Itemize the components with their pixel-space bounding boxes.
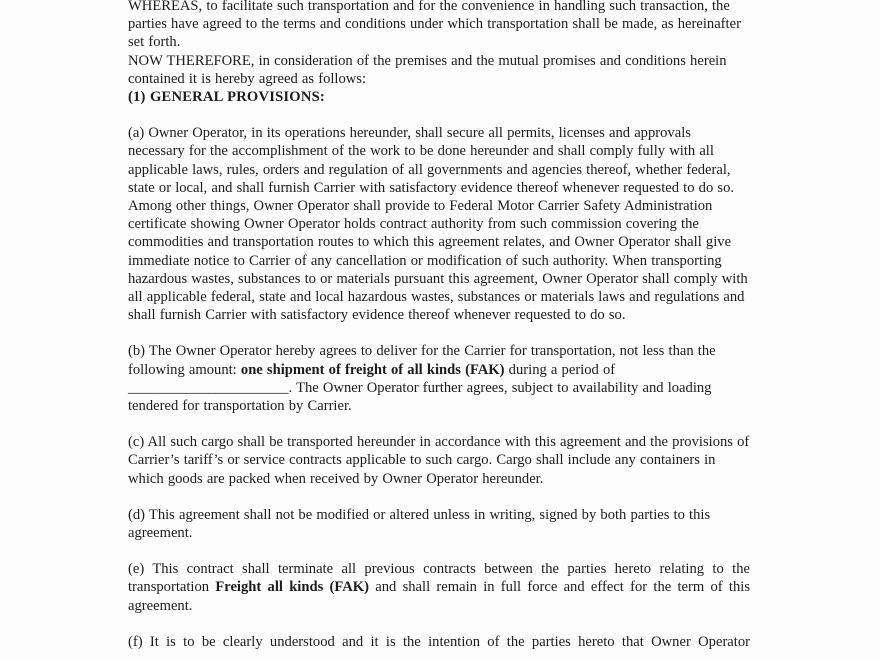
text-run: (f) It is to be clearly understood and it is the intention of the parties hereto that Owner Operator xyxy=(128,633,750,650)
text-run: during a period of ______________________. The Owner Operator further agrees, subject to availability and loading tendered for transportation by Carrier. xyxy=(128,361,712,415)
text-run: (e) This contract shall terminate all previous contracts between the parties hereto relating to the transportation xyxy=(128,561,750,596)
text-run: (d) This agreement shall not be modified or altered unless in writing, signed by both parties to this agreement. xyxy=(128,506,711,542)
section-heading-general-provisions xyxy=(128,88,750,106)
bold-text-run: one shipment of freight of all kinds (FAK) xyxy=(240,361,505,378)
text-run: and shall remain in full force and effect for the term of this agreement. xyxy=(128,579,750,614)
contract-text-column xyxy=(128,0,750,651)
whereas-clause xyxy=(128,0,750,52)
paragraph-d-modification xyxy=(128,506,750,542)
paragraph-f-clipped-line xyxy=(128,633,750,651)
paragraph-b-shipment-amount xyxy=(128,342,750,415)
bold-text-run: (1) GENERAL PROVISIONS: xyxy=(128,89,325,106)
text-run: NOW THEREFORE, in consideration of the premises and the mutual promises and conditions herein contained it is hereby agreed as follows: xyxy=(128,52,727,87)
now-therefore-clause xyxy=(128,52,750,88)
paragraph-a-permits-licenses xyxy=(128,124,750,324)
text-run: (b) The Owner Operator hereby agrees to deliver for the Carrier for transportation, not less than the following amount: xyxy=(128,343,716,378)
paragraph-c-cargo-transport xyxy=(128,433,750,488)
text-run: (a) Owner Operator, in its operations hereunder, shall secure all permits, licenses and approvals necessary for the accomplishment of the work to be done hereunder and shall comply fully with all applicable laws, rules, orders and regulation of all governments and agencies thereof, whether federal, state or local, and shall furnish Carrier with satisfactory evidence thereof whenever requested to do so. Among other things, Owner Operator shall provide to Federal Motor Carrier Safety Administration certificate showing Owner Operator holds contract authority from such commission covering the commodities and transportation routes to which this agreement relates, and Owner Operator shall give immediate notice to Carrier of any cancellation or modification of such authority. When transporting hazardous wastes, substances to or materials pursuant this agreement, Owner Operator shall comply with all applicable federal, state and local hazardous wastes, substances or materials laws and regulations and shall furnish Carrier with satisfactory evidence thereof whenever requested to do so. xyxy=(128,125,748,324)
paragraph-e-termination xyxy=(128,560,750,615)
text-run: (c) All such cargo shall be transported hereunder in accordance with this agreement and the provisions of Carrier’s tariff’s or service contracts applicable to such cargo. Cargo shall include any containers in which goods are packed when received by Owner Operator hereunder. xyxy=(128,434,750,487)
text-run: WHEREAS, to facilitate such transportation and for the convenience in handling such transaction, the parties have agreed to the terms and conditions under which transportation shall be made, as hereinafter set forth. xyxy=(128,0,741,51)
bold-text-run: Freight all kinds (FAK) xyxy=(215,579,369,596)
